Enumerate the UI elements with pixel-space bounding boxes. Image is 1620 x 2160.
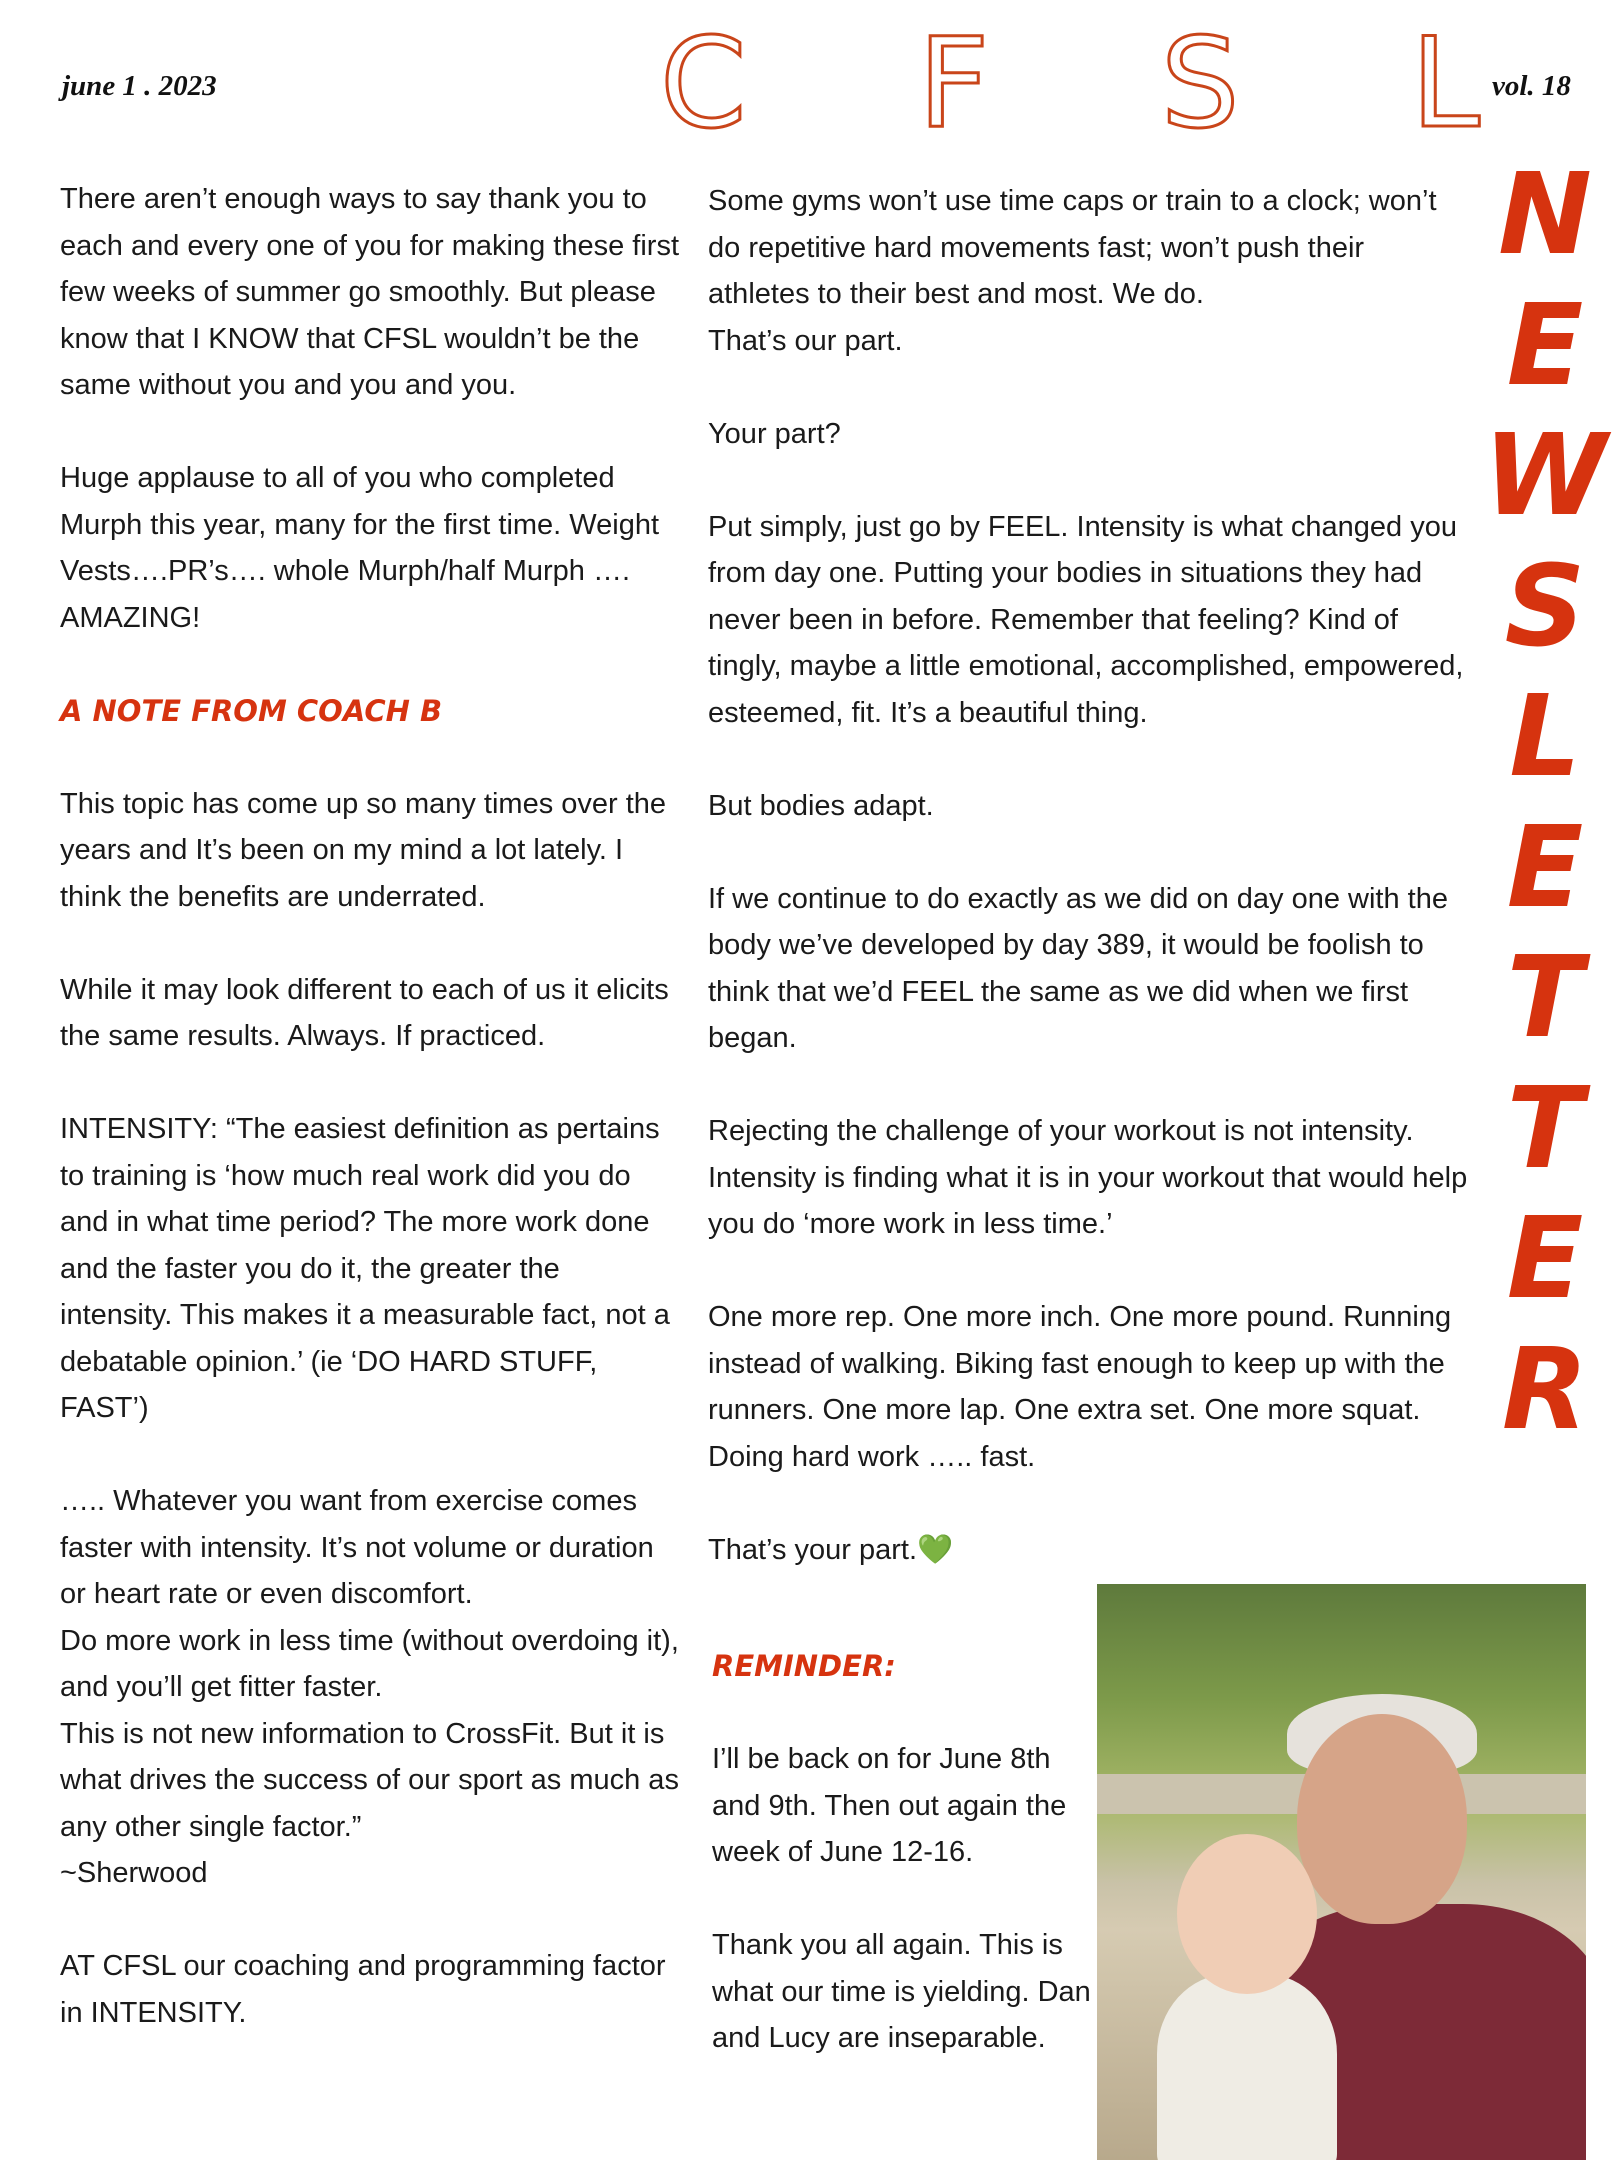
masthead-letter: S — [1160, 12, 1240, 156]
paragraph: While it may look different to each of us it elicits the same results. Always. If practiced. — [60, 973, 669, 1052]
green-heart-icon: 💚 — [917, 1533, 954, 1566]
vertical-letter: E — [1506, 802, 1584, 933]
masthead-letter: F — [918, 12, 990, 156]
vertical-letter: R — [1501, 1324, 1589, 1455]
paragraph: AT CFSL our coaching and programming factor in INTENSITY. — [60, 1950, 666, 2029]
photo-baby-face — [1177, 1834, 1317, 1994]
quote-paragraph: INTENSITY: “The easiest definition as pertains to training is ‘how much real work did you do and in what time period? The more work done and the faster you do it, the greater the intensity. This makes it a measurable fact, not a debatable opinion.’ (ie ‘DO HARD STUFF, FAST’) — [60, 1113, 670, 1424]
paragraph: I’ll be back on for June 8th and 9th. Then out again the week of June 12-16. — [712, 1743, 1067, 1868]
photo-man-face — [1297, 1714, 1467, 1924]
section-heading: A NOTE FROM COACH B — [60, 693, 443, 728]
vertical-letter: L — [1509, 672, 1581, 802]
right-column — [708, 178, 1468, 1620]
paragraph: There aren’t enough ways to say thank you to each and every one of you for making these first few weeks of summer go smoothly. But please know that I KNOW that CFSL wouldn’t be the same without you and you and you. — [60, 183, 680, 401]
masthead-letter: L — [1410, 12, 1480, 156]
masthead-title — [660, 12, 1480, 156]
vertical-letter: T — [1506, 933, 1584, 1063]
newsletter-vertical-title — [1480, 150, 1610, 1455]
vertical-letter: S — [1504, 541, 1586, 672]
paragraph: Some gyms won’t use time caps or train to a clock; won’t do repetitive hard movements fast; won’t push their athletes to their best and most. We do. — [708, 185, 1437, 310]
paragraph: Thank you all again. This is what our time is yielding. Dan and Lucy are inseparable. — [712, 1929, 1091, 2054]
paragraph: Huge applause to all of you who completed Murph this year, many for the first time. Weight Vests….PR’s…. whole Murph/half Murph …. AMAZING! — [60, 462, 660, 634]
left-column — [60, 176, 680, 2083]
paragraph: Rejecting the challenge of your workout is not intensity. Intensity is finding what it is in your workout that would help you do ‘more work in less time.’ — [708, 1115, 1468, 1240]
reminder-section — [712, 1643, 1092, 2108]
paragraph: This topic has come up so many times over the years and It’s been on my mind a lot lately. I think the benefits are underrated. — [60, 787, 667, 913]
reminder-heading: REMINDER: — [712, 1649, 896, 1683]
paragraph: Your part? — [708, 417, 841, 450]
vertical-letter: E — [1506, 1194, 1584, 1324]
paragraph: If we continue to do exactly as we did on day one with the body we’ve developed by day 389, it would be foolish to think that we’d FEEL the same as we did when we first began. — [708, 882, 1448, 1054]
paragraph — [708, 1527, 1468, 1574]
vertical-letter: N — [1498, 150, 1592, 280]
paragraph: One more rep. One more inch. One more pound. Running instead of walking. Biking fast enough to keep up with the runners. One more lap. One extra set. One more squat. Doing hard work ….. fast. — [708, 1301, 1452, 1473]
quote-paragraph: This is not new information to CrossFit. But it is what drives the success of our sport as much as any other single factor.” — [60, 1717, 679, 1843]
issue-volume: vol. 18 — [1492, 70, 1571, 102]
vertical-letter: W — [1483, 411, 1607, 541]
photo-man-with-baby — [1097, 1584, 1586, 2160]
quote-paragraph: ….. Whatever you want from exercise comes faster with intensity. It’s not volume or duration or heart rate or even discomfort. — [60, 1485, 654, 1610]
paragraph: But bodies adapt. — [708, 789, 934, 822]
vertical-letter: T — [1506, 1063, 1584, 1194]
vertical-letter: E — [1506, 280, 1584, 411]
quote-paragraph: Do more work in less time (without overdoing it), and you’ll get fitter faster. — [60, 1624, 679, 1703]
paragraph: Put simply, just go by FEEL. Intensity is what changed you from day one. Putting your bodies in situations they had never been in before. Remember that feeling? Kind of tingly, maybe a little emotional, accomplished, empowered, esteemed, fit. It’s a beautiful thing. — [708, 510, 1464, 729]
paragraph: That’s our part. — [708, 324, 903, 357]
masthead-letter: C — [660, 12, 747, 156]
issue-date: june 1 . 2023 — [62, 70, 217, 102]
closing-line: That’s your part. — [708, 1533, 918, 1566]
quote-attribution: ~Sherwood — [60, 1857, 208, 1889]
photo-baby-body — [1157, 1974, 1337, 2160]
